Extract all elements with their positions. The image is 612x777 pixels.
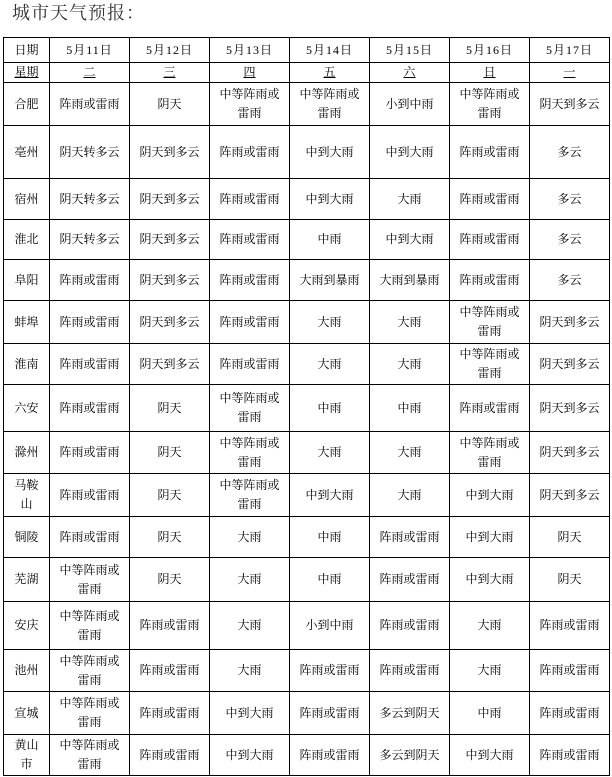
forecast-cell bbox=[370, 344, 450, 385]
table-row bbox=[4, 126, 610, 179]
forecast-cell bbox=[210, 432, 290, 474]
forecast-text: 阴天 bbox=[157, 400, 182, 415]
forecast-cell bbox=[130, 432, 210, 474]
forecast-cell bbox=[50, 126, 130, 179]
forecast-cell bbox=[370, 220, 450, 260]
forecast-text: 阵雨或雷雨 bbox=[59, 487, 120, 502]
forecast-cell bbox=[210, 692, 290, 735]
date-header-row bbox=[4, 38, 610, 63]
forecast-cell bbox=[530, 179, 610, 220]
forecast-cell bbox=[370, 83, 450, 126]
forecast-text: 多云 bbox=[557, 232, 582, 246]
forecast-text: 中等阵雨或雷雨 bbox=[59, 608, 120, 642]
forecast-cell bbox=[370, 517, 450, 558]
forecast-text: 阵雨或雷雨 bbox=[59, 356, 120, 371]
city-name: 阜阳 bbox=[14, 272, 39, 287]
forecast-text: 大雨到暴雨 bbox=[299, 272, 360, 287]
city-name: 安庆 bbox=[14, 618, 39, 632]
table-row bbox=[4, 692, 610, 735]
forecast-cell bbox=[530, 474, 610, 517]
date-label: 日期 bbox=[4, 38, 50, 63]
table-row bbox=[4, 344, 610, 385]
forecast-cell bbox=[530, 735, 610, 776]
weekday-label: 星期 bbox=[4, 63, 50, 83]
city-name: 六安 bbox=[14, 400, 39, 415]
forecast-cell bbox=[450, 558, 530, 602]
forecast-text: 阵雨或雷雨 bbox=[459, 272, 520, 287]
forecast-text: 阵雨或雷雨 bbox=[299, 747, 360, 762]
city-name: 亳州 bbox=[14, 144, 39, 159]
forecast-cell bbox=[530, 692, 610, 735]
forecast-text: 中等阵雨或雷雨 bbox=[59, 738, 120, 771]
forecast-cell bbox=[130, 220, 210, 260]
forecast-cell bbox=[130, 692, 210, 735]
table-row bbox=[4, 301, 610, 344]
table-row bbox=[4, 385, 610, 432]
forecast-cell bbox=[370, 260, 450, 301]
forecast-cell bbox=[50, 558, 130, 602]
forecast-text: 大雨 bbox=[477, 663, 502, 677]
city-name: 蚌埠 bbox=[14, 314, 39, 329]
city-name: 铜陵 bbox=[14, 529, 39, 544]
forecast-cell bbox=[50, 385, 130, 432]
forecast-cell bbox=[370, 558, 450, 602]
forecast-text: 阴天到多云 bbox=[539, 445, 600, 459]
forecast-text: 阵雨或雷雨 bbox=[379, 618, 440, 632]
forecast-text: 阵雨或雷雨 bbox=[59, 96, 120, 111]
forecast-text: 大雨 bbox=[397, 191, 422, 206]
forecast-text: 中雨 bbox=[477, 705, 502, 720]
forecast-cell bbox=[530, 517, 610, 558]
forecast-text: 多云到阴天 bbox=[379, 747, 440, 762]
forecast-text: 阴天到多云 bbox=[539, 314, 600, 329]
weekday-header: 六 bbox=[370, 63, 450, 83]
forecast-cell bbox=[210, 650, 290, 692]
forecast-cell bbox=[450, 650, 530, 692]
date-header: 5月12日 bbox=[130, 38, 210, 63]
forecast-text: 中到大雨 bbox=[465, 487, 514, 502]
forecast-cell bbox=[370, 735, 450, 776]
forecast-text: 中等阵雨或雷雨 bbox=[219, 435, 280, 469]
forecast-text: 中雨 bbox=[317, 400, 342, 415]
forecast-cell bbox=[370, 692, 450, 735]
city-cell bbox=[4, 83, 50, 126]
forecast-cell bbox=[530, 344, 610, 385]
forecast-cell bbox=[450, 260, 530, 301]
forecast-text: 中到大雨 bbox=[305, 144, 354, 159]
forecast-text: 中等阵雨或雷雨 bbox=[459, 435, 520, 469]
forecast-text: 阴天 bbox=[157, 529, 182, 544]
forecast-text: 阵雨或雷雨 bbox=[59, 445, 120, 459]
forecast-text: 中雨 bbox=[317, 232, 342, 246]
forecast-cell bbox=[450, 602, 530, 650]
forecast-cell bbox=[210, 558, 290, 602]
table-row bbox=[4, 220, 610, 260]
forecast-cell bbox=[50, 83, 130, 126]
forecast-cell bbox=[210, 83, 290, 126]
forecast-text: 大雨 bbox=[237, 572, 262, 586]
city-cell bbox=[4, 650, 50, 692]
forecast-text: 大雨 bbox=[397, 314, 422, 329]
forecast-text: 大雨到暴雨 bbox=[379, 272, 440, 287]
forecast-text: 大雨 bbox=[317, 314, 342, 329]
forecast-cell bbox=[210, 385, 290, 432]
table-row bbox=[4, 517, 610, 558]
forecast-cell bbox=[50, 474, 130, 517]
forecast-cell bbox=[210, 344, 290, 385]
forecast-cell bbox=[290, 301, 370, 344]
city-name: 合肥 bbox=[14, 96, 39, 111]
forecast-cell bbox=[210, 301, 290, 344]
forecast-cell bbox=[530, 301, 610, 344]
forecast-text: 阴天 bbox=[557, 529, 582, 544]
forecast-text: 阵雨或雷雨 bbox=[219, 144, 280, 159]
forecast-text: 中到大雨 bbox=[465, 572, 514, 586]
city-cell bbox=[4, 220, 50, 260]
forecast-text: 大雨 bbox=[237, 663, 262, 677]
forecast-text: 阴天 bbox=[157, 96, 182, 111]
date-header: 5月17日 bbox=[530, 38, 610, 63]
forecast-text: 阴天 bbox=[157, 572, 182, 586]
date-header: 5月14日 bbox=[290, 38, 370, 63]
city-name: 淮北 bbox=[14, 232, 39, 246]
forecast-text: 阵雨或雷雨 bbox=[459, 191, 520, 206]
weekday-header: 一 bbox=[530, 63, 610, 83]
forecast-text: 中等阵雨或雷雨 bbox=[219, 87, 280, 120]
forecast-cell bbox=[370, 602, 450, 650]
forecast-cell bbox=[450, 385, 530, 432]
forecast-text: 中等阵雨或雷雨 bbox=[219, 478, 280, 511]
forecast-text: 阵雨或雷雨 bbox=[459, 232, 520, 246]
forecast-text: 阵雨或雷雨 bbox=[139, 705, 200, 720]
forecast-cell bbox=[50, 344, 130, 385]
weekday-header: 三 bbox=[130, 63, 210, 83]
forecast-text: 中等阵雨或雷雨 bbox=[59, 696, 120, 729]
forecast-cell bbox=[210, 220, 290, 260]
forecast-cell bbox=[450, 692, 530, 735]
table-row bbox=[4, 432, 610, 474]
forecast-cell bbox=[290, 735, 370, 776]
forecast-text: 中雨 bbox=[317, 572, 342, 586]
forecast-cell bbox=[50, 517, 130, 558]
forecast-text: 大雨 bbox=[477, 618, 502, 632]
forecast-text: 多云 bbox=[557, 272, 582, 287]
forecast-text: 中等阵雨或雷雨 bbox=[299, 87, 360, 120]
city-cell bbox=[4, 126, 50, 179]
forecast-cell bbox=[450, 126, 530, 179]
forecast-text: 中到大雨 bbox=[465, 747, 514, 762]
forecast-cell bbox=[450, 432, 530, 474]
forecast-cell bbox=[450, 301, 530, 344]
forecast-text: 阵雨或雷雨 bbox=[379, 529, 440, 544]
forecast-text: 阴天 bbox=[157, 487, 182, 502]
forecast-text: 阴天到多云 bbox=[139, 144, 200, 159]
forecast-cell bbox=[210, 474, 290, 517]
forecast-text: 多云 bbox=[557, 191, 582, 206]
city-name: 宣城 bbox=[14, 705, 39, 720]
table-row bbox=[4, 558, 610, 602]
forecast-text: 中等阵雨或雷雨 bbox=[59, 653, 120, 687]
forecast-text: 中到大雨 bbox=[385, 144, 434, 159]
page-title: 城市天气预报： bbox=[12, 3, 145, 24]
city-cell bbox=[4, 301, 50, 344]
forecast-cell bbox=[290, 260, 370, 301]
forecast-text: 阵雨或雷雨 bbox=[539, 618, 600, 632]
city-name: 宿州 bbox=[14, 191, 39, 206]
forecast-text: 小到中雨 bbox=[305, 618, 354, 632]
forecast-text: 小到中雨 bbox=[385, 96, 434, 111]
forecast-text: 阵雨或雷雨 bbox=[299, 705, 360, 720]
forecast-cell bbox=[210, 602, 290, 650]
weekday-header: 二 bbox=[50, 63, 130, 83]
date-header: 5月15日 bbox=[370, 38, 450, 63]
city-cell bbox=[4, 474, 50, 517]
forecast-cell bbox=[210, 517, 290, 558]
weather-forecast-table bbox=[3, 37, 610, 776]
forecast-cell bbox=[530, 126, 610, 179]
city-cell bbox=[4, 735, 50, 776]
forecast-text: 阴天转多云 bbox=[59, 191, 120, 206]
forecast-cell bbox=[210, 260, 290, 301]
forecast-cell bbox=[370, 474, 450, 517]
forecast-text: 阵雨或雷雨 bbox=[139, 663, 200, 677]
forecast-text: 大雨 bbox=[237, 529, 262, 544]
forecast-cell bbox=[290, 650, 370, 692]
table-row bbox=[4, 474, 610, 517]
forecast-text: 阵雨或雷雨 bbox=[59, 314, 120, 329]
forecast-cell bbox=[130, 650, 210, 692]
forecast-cell bbox=[130, 735, 210, 776]
forecast-cell bbox=[290, 344, 370, 385]
date-header: 5月11日 bbox=[50, 38, 130, 63]
forecast-text: 阴天转多云 bbox=[59, 232, 120, 246]
table-row bbox=[4, 260, 610, 301]
forecast-text: 中等阵雨或雷雨 bbox=[59, 562, 120, 596]
forecast-cell bbox=[50, 301, 130, 344]
forecast-text: 中到大雨 bbox=[305, 191, 354, 206]
forecast-cell bbox=[210, 735, 290, 776]
forecast-text: 阵雨或雷雨 bbox=[379, 572, 440, 586]
forecast-text: 大雨 bbox=[397, 445, 422, 459]
forecast-text: 中等阵雨或雷雨 bbox=[219, 391, 280, 424]
forecast-cell bbox=[130, 385, 210, 432]
forecast-cell bbox=[130, 344, 210, 385]
forecast-cell bbox=[450, 474, 530, 517]
forecast-cell bbox=[530, 602, 610, 650]
forecast-cell bbox=[450, 735, 530, 776]
city-name: 淮南 bbox=[14, 356, 39, 371]
forecast-cell bbox=[130, 474, 210, 517]
forecast-cell bbox=[290, 385, 370, 432]
forecast-text: 大雨 bbox=[317, 356, 342, 371]
forecast-text: 中到大雨 bbox=[385, 232, 434, 246]
forecast-cell bbox=[130, 558, 210, 602]
forecast-cell bbox=[290, 220, 370, 260]
date-header: 5月16日 bbox=[450, 38, 530, 63]
forecast-cell bbox=[450, 83, 530, 126]
forecast-cell bbox=[50, 602, 130, 650]
forecast-text: 大雨 bbox=[237, 618, 262, 632]
forecast-cell bbox=[50, 692, 130, 735]
weekday-header-row bbox=[4, 63, 610, 83]
forecast-text: 阵雨或雷雨 bbox=[299, 663, 360, 677]
forecast-cell bbox=[450, 517, 530, 558]
forecast-cell bbox=[130, 126, 210, 179]
forecast-cell bbox=[530, 220, 610, 260]
forecast-text: 阵雨或雷雨 bbox=[219, 191, 280, 206]
forecast-cell bbox=[530, 650, 610, 692]
forecast-cell bbox=[370, 179, 450, 220]
forecast-text: 中等阵雨或雷雨 bbox=[459, 87, 520, 120]
forecast-text: 中到大雨 bbox=[465, 529, 514, 544]
city-cell bbox=[4, 344, 50, 385]
city-name: 马鞍山 bbox=[14, 478, 39, 511]
forecast-text: 阴天到多云 bbox=[539, 96, 600, 111]
forecast-text: 阴天到多云 bbox=[539, 487, 600, 502]
forecast-text: 阵雨或雷雨 bbox=[219, 314, 280, 329]
forecast-cell bbox=[530, 558, 610, 602]
weekday-header: 五 bbox=[290, 63, 370, 83]
forecast-cell bbox=[130, 602, 210, 650]
forecast-cell bbox=[50, 650, 130, 692]
table-row bbox=[4, 650, 610, 692]
forecast-text: 阵雨或雷雨 bbox=[459, 400, 520, 415]
forecast-text: 阴天转多云 bbox=[59, 144, 120, 159]
forecast-text: 阵雨或雷雨 bbox=[379, 663, 440, 677]
forecast-text: 阵雨或雷雨 bbox=[59, 400, 120, 415]
forecast-cell bbox=[50, 179, 130, 220]
forecast-text: 阴天到多云 bbox=[539, 400, 600, 415]
forecast-text: 阵雨或雷雨 bbox=[539, 705, 600, 720]
forecast-cell bbox=[290, 517, 370, 558]
forecast-text: 阴天 bbox=[557, 572, 582, 586]
forecast-text: 阵雨或雷雨 bbox=[59, 529, 120, 544]
forecast-text: 阴天到多云 bbox=[139, 356, 200, 371]
forecast-text: 中雨 bbox=[317, 529, 342, 544]
forecast-text: 中到大雨 bbox=[225, 705, 274, 720]
forecast-text: 阴天到多云 bbox=[139, 314, 200, 329]
forecast-cell bbox=[290, 179, 370, 220]
forecast-text: 阴天到多云 bbox=[139, 272, 200, 287]
forecast-cell bbox=[450, 179, 530, 220]
forecast-cell bbox=[530, 432, 610, 474]
forecast-text: 中到大雨 bbox=[305, 487, 354, 502]
forecast-cell bbox=[130, 301, 210, 344]
forecast-cell bbox=[50, 432, 130, 474]
city-name: 滁州 bbox=[14, 445, 39, 459]
forecast-text: 阴天 bbox=[157, 445, 182, 459]
forecast-text: 阵雨或雷雨 bbox=[139, 618, 200, 632]
table-row bbox=[4, 83, 610, 126]
table-row bbox=[4, 179, 610, 220]
city-cell bbox=[4, 179, 50, 220]
forecast-text: 阵雨或雷雨 bbox=[539, 747, 600, 762]
city-cell bbox=[4, 432, 50, 474]
weekday-header: 日 bbox=[450, 63, 530, 83]
table-row bbox=[4, 735, 610, 776]
forecast-cell bbox=[130, 83, 210, 126]
forecast-text: 多云 bbox=[557, 144, 582, 159]
forecast-cell bbox=[210, 126, 290, 179]
forecast-cell bbox=[370, 432, 450, 474]
forecast-text: 阵雨或雷雨 bbox=[219, 272, 280, 287]
forecast-cell bbox=[50, 260, 130, 301]
forecast-text: 多云到阴天 bbox=[379, 705, 440, 720]
forecast-cell bbox=[370, 126, 450, 179]
city-cell bbox=[4, 385, 50, 432]
table-row bbox=[4, 602, 610, 650]
forecast-cell bbox=[370, 385, 450, 432]
forecast-text: 中到大雨 bbox=[225, 747, 274, 762]
forecast-text: 中雨 bbox=[397, 400, 422, 415]
forecast-text: 阵雨或雷雨 bbox=[219, 232, 280, 246]
forecast-text: 阴天到多云 bbox=[539, 356, 600, 371]
forecast-cell bbox=[50, 735, 130, 776]
forecast-cell bbox=[130, 179, 210, 220]
forecast-text: 大雨 bbox=[397, 487, 422, 502]
forecast-cell bbox=[130, 260, 210, 301]
forecast-text: 中等阵雨或雷雨 bbox=[459, 347, 520, 380]
forecast-text: 阵雨或雷雨 bbox=[539, 663, 600, 677]
forecast-cell bbox=[290, 558, 370, 602]
forecast-cell bbox=[290, 474, 370, 517]
forecast-text: 中等阵雨或雷雨 bbox=[459, 305, 520, 338]
forecast-cell bbox=[290, 126, 370, 179]
forecast-text: 阴天到多云 bbox=[139, 191, 200, 206]
forecast-cell bbox=[530, 260, 610, 301]
forecast-text: 阴天到多云 bbox=[139, 232, 200, 246]
forecast-cell bbox=[450, 220, 530, 260]
forecast-cell bbox=[210, 179, 290, 220]
forecast-cell bbox=[290, 602, 370, 650]
weekday-header: 四 bbox=[210, 63, 290, 83]
forecast-cell bbox=[290, 83, 370, 126]
city-name: 黄山市 bbox=[14, 738, 39, 771]
forecast-cell bbox=[530, 83, 610, 126]
forecast-cell bbox=[530, 385, 610, 432]
date-header: 5月13日 bbox=[210, 38, 290, 63]
forecast-text: 阵雨或雷雨 bbox=[219, 356, 280, 371]
city-cell bbox=[4, 602, 50, 650]
forecast-cell bbox=[450, 344, 530, 385]
forecast-text: 阵雨或雷雨 bbox=[459, 144, 520, 159]
forecast-cell bbox=[290, 432, 370, 474]
forecast-text: 大雨 bbox=[397, 356, 422, 371]
forecast-text: 大雨 bbox=[317, 445, 342, 459]
city-cell bbox=[4, 517, 50, 558]
city-name: 池州 bbox=[14, 663, 39, 677]
forecast-cell bbox=[370, 301, 450, 344]
city-cell bbox=[4, 260, 50, 301]
city-cell bbox=[4, 692, 50, 735]
city-name: 芜湖 bbox=[14, 572, 39, 586]
forecast-text: 阵雨或雷雨 bbox=[59, 272, 120, 287]
forecast-cell bbox=[130, 517, 210, 558]
city-cell bbox=[4, 558, 50, 602]
forecast-cell bbox=[50, 220, 130, 260]
forecast-cell bbox=[290, 692, 370, 735]
forecast-cell bbox=[370, 650, 450, 692]
forecast-text: 阵雨或雷雨 bbox=[139, 747, 200, 762]
